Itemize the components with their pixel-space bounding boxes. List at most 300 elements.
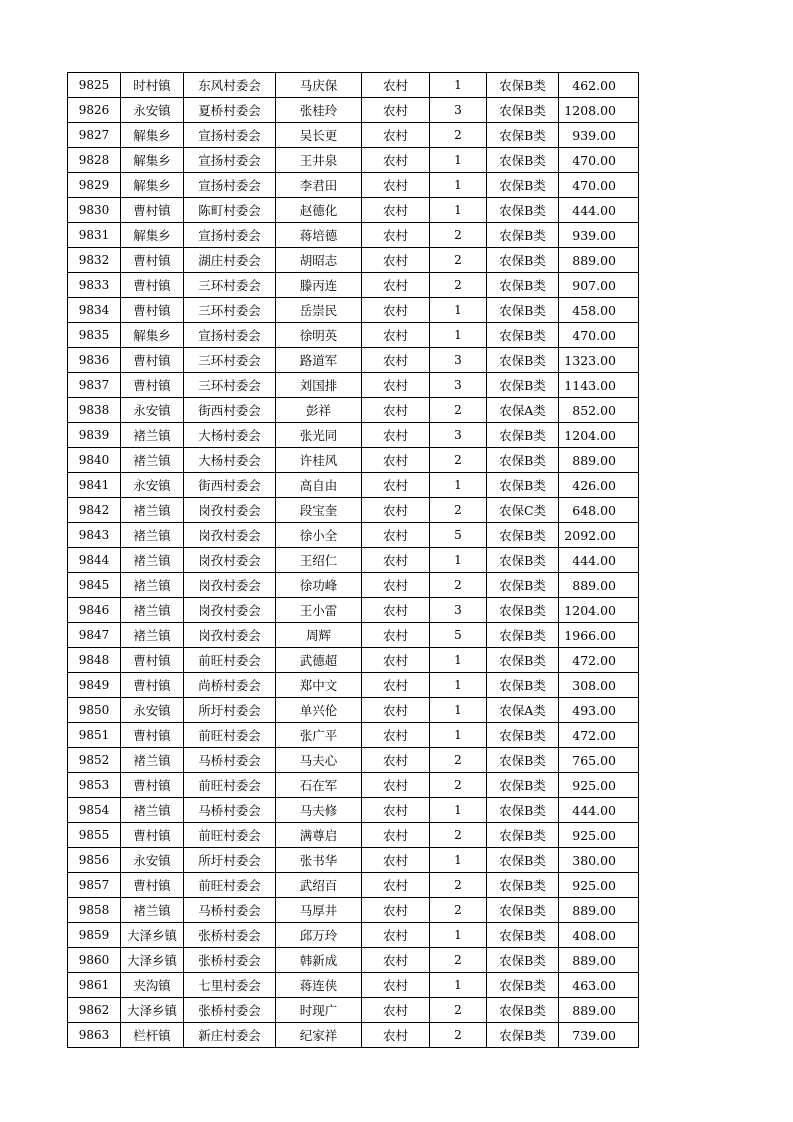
person-name-cell: 张光同: [276, 423, 362, 448]
table-row: [68, 123, 639, 148]
person-name-cell: 胡昭志: [276, 248, 362, 273]
person-name-cell: 赵德化: [276, 198, 362, 223]
person-name-cell: 蒋培德: [276, 223, 362, 248]
village-committee-cell: 前旺村委会: [184, 823, 276, 848]
member-count-cell: 3: [430, 98, 487, 123]
insurance-category-cell: 农保B类: [487, 898, 559, 923]
member-count-cell: 1: [430, 798, 487, 823]
household-type-cell: 农村: [362, 748, 430, 773]
town-cell: 褚兰镇: [121, 548, 184, 573]
table-row: [68, 673, 639, 698]
amount-cell: 1204.00: [559, 423, 639, 448]
table-row: [68, 248, 639, 273]
person-name-cell: 时现广: [276, 998, 362, 1023]
village-committee-cell: 所圩村委会: [184, 698, 276, 723]
town-cell: 褚兰镇: [121, 598, 184, 623]
village-committee-cell: 岗孜村委会: [184, 498, 276, 523]
table-row: [68, 198, 639, 223]
household-type-cell: 农村: [362, 773, 430, 798]
person-name-cell: 张桂玲: [276, 98, 362, 123]
amount-cell: 907.00: [559, 273, 639, 298]
insurance-category-cell: 农保C类: [487, 498, 559, 523]
insurance-category-cell: 农保B类: [487, 973, 559, 998]
table-row: [68, 648, 639, 673]
village-committee-cell: 宣扬村委会: [184, 223, 276, 248]
person-name-cell: 郑中文: [276, 673, 362, 698]
village-committee-cell: 宣扬村委会: [184, 323, 276, 348]
household-type-cell: 农村: [362, 948, 430, 973]
household-type-cell: 农村: [362, 523, 430, 548]
village-committee-cell: 前旺村委会: [184, 873, 276, 898]
table-row: [68, 448, 639, 473]
village-committee-cell: 岗孜村委会: [184, 623, 276, 648]
amount-cell: 308.00: [559, 673, 639, 698]
insurance-category-cell: 农保B类: [487, 98, 559, 123]
member-count-cell: 2: [430, 123, 487, 148]
table-row: [68, 748, 639, 773]
village-committee-cell: 前旺村委会: [184, 723, 276, 748]
household-type-cell: 农村: [362, 473, 430, 498]
member-count-cell: 2: [430, 573, 487, 598]
amount-cell: 493.00: [559, 698, 639, 723]
table-row: [68, 948, 639, 973]
amount-cell: 444.00: [559, 198, 639, 223]
member-count-cell: 2: [430, 873, 487, 898]
table-row: [68, 723, 639, 748]
table-row: [68, 473, 639, 498]
member-count-cell: 2: [430, 448, 487, 473]
household-type-cell: 农村: [362, 723, 430, 748]
town-cell: 褚兰镇: [121, 498, 184, 523]
household-type-cell: 农村: [362, 873, 430, 898]
insurance-category-cell: 农保B类: [487, 748, 559, 773]
amount-cell: 444.00: [559, 798, 639, 823]
household-type-cell: 农村: [362, 223, 430, 248]
person-name-cell: 王井泉: [276, 148, 362, 173]
table-row: [68, 223, 639, 248]
amount-cell: 2092.00: [559, 523, 639, 548]
member-count-cell: 2: [430, 773, 487, 798]
person-name-cell: 岳崇民: [276, 298, 362, 323]
insurance-category-cell: 农保B类: [487, 723, 559, 748]
town-cell: 大泽乡镇: [121, 948, 184, 973]
town-cell: 夹沟镇: [121, 973, 184, 998]
insurance-category-cell: 农保A类: [487, 698, 559, 723]
village-committee-cell: 三环村委会: [184, 273, 276, 298]
insurance-category-cell: 农保B类: [487, 373, 559, 398]
household-type-cell: 农村: [362, 498, 430, 523]
record-id-cell: 9828: [68, 148, 121, 173]
record-id-cell: 9837: [68, 373, 121, 398]
town-cell: 曹村镇: [121, 873, 184, 898]
town-cell: 永安镇: [121, 848, 184, 873]
record-id-cell: 9853: [68, 773, 121, 798]
village-committee-cell: 岗孜村委会: [184, 598, 276, 623]
member-count-cell: 3: [430, 423, 487, 448]
person-name-cell: 蒋连侠: [276, 973, 362, 998]
village-committee-cell: 宣扬村委会: [184, 148, 276, 173]
insurance-category-cell: 农保B类: [487, 323, 559, 348]
village-committee-cell: 街西村委会: [184, 398, 276, 423]
insurance-category-cell: 农保B类: [487, 223, 559, 248]
table-row: [68, 498, 639, 523]
amount-cell: 939.00: [559, 223, 639, 248]
person-name-cell: 刘国排: [276, 373, 362, 398]
household-type-cell: 农村: [362, 673, 430, 698]
town-cell: 曹村镇: [121, 773, 184, 798]
member-count-cell: 1: [430, 973, 487, 998]
town-cell: 解集乡: [121, 323, 184, 348]
person-name-cell: 吴长更: [276, 123, 362, 148]
household-type-cell: 农村: [362, 448, 430, 473]
table-row: [68, 298, 639, 323]
amount-cell: 458.00: [559, 298, 639, 323]
record-id-cell: 9845: [68, 573, 121, 598]
member-count-cell: 5: [430, 523, 487, 548]
amount-cell: 470.00: [559, 148, 639, 173]
person-name-cell: 路道军: [276, 348, 362, 373]
town-cell: 曹村镇: [121, 723, 184, 748]
member-count-cell: 2: [430, 998, 487, 1023]
amount-cell: 1204.00: [559, 598, 639, 623]
record-id-cell: 9838: [68, 398, 121, 423]
insurance-category-cell: 农保B类: [487, 773, 559, 798]
town-cell: 曹村镇: [121, 273, 184, 298]
insurance-category-cell: 农保B类: [487, 1023, 559, 1048]
record-id-cell: 9832: [68, 248, 121, 273]
household-type-cell: 农村: [362, 248, 430, 273]
insurance-category-cell: 农保B类: [487, 548, 559, 573]
amount-cell: 470.00: [559, 323, 639, 348]
table-row: [68, 773, 639, 798]
table-row: [68, 923, 639, 948]
household-type-cell: 农村: [362, 348, 430, 373]
member-count-cell: 3: [430, 373, 487, 398]
town-cell: 时村镇: [121, 73, 184, 98]
village-committee-cell: 七里村委会: [184, 973, 276, 998]
record-id-cell: 9835: [68, 323, 121, 348]
table-row: [68, 598, 639, 623]
member-count-cell: 3: [430, 348, 487, 373]
household-type-cell: 农村: [362, 798, 430, 823]
record-id-cell: 9840: [68, 448, 121, 473]
member-count-cell: 2: [430, 898, 487, 923]
village-committee-cell: 前旺村委会: [184, 648, 276, 673]
insurance-category-cell: 农保B类: [487, 198, 559, 223]
town-cell: 解集乡: [121, 123, 184, 148]
amount-cell: 426.00: [559, 473, 639, 498]
household-type-cell: 农村: [362, 123, 430, 148]
table-row: [68, 273, 639, 298]
insurance-category-cell: 农保B类: [487, 73, 559, 98]
amount-cell: 889.00: [559, 898, 639, 923]
village-committee-cell: 大杨村委会: [184, 448, 276, 473]
person-name-cell: 徐小全: [276, 523, 362, 548]
record-id-cell: 9846: [68, 598, 121, 623]
member-count-cell: 1: [430, 548, 487, 573]
table-row: [68, 73, 639, 98]
record-id-cell: 9834: [68, 298, 121, 323]
member-count-cell: 2: [430, 948, 487, 973]
table-row: [68, 348, 639, 373]
household-type-cell: 农村: [362, 923, 430, 948]
town-cell: 解集乡: [121, 148, 184, 173]
village-committee-cell: 尚桥村委会: [184, 673, 276, 698]
person-name-cell: 周辉: [276, 623, 362, 648]
member-count-cell: 1: [430, 473, 487, 498]
insurance-category-cell: 农保B类: [487, 523, 559, 548]
person-name-cell: 邱万玲: [276, 923, 362, 948]
insurance-category-cell: 农保B类: [487, 873, 559, 898]
table-row: [68, 423, 639, 448]
person-name-cell: 单兴伦: [276, 698, 362, 723]
town-cell: 永安镇: [121, 698, 184, 723]
records-table-body: [68, 73, 639, 1048]
village-committee-cell: 张桥村委会: [184, 998, 276, 1023]
village-committee-cell: 宣扬村委会: [184, 173, 276, 198]
household-type-cell: 农村: [362, 373, 430, 398]
record-id-cell: 9848: [68, 648, 121, 673]
record-id-cell: 9847: [68, 623, 121, 648]
person-name-cell: 纪家祥: [276, 1023, 362, 1048]
village-committee-cell: 马桥村委会: [184, 898, 276, 923]
household-type-cell: 农村: [362, 898, 430, 923]
table-row: [68, 898, 639, 923]
amount-cell: 925.00: [559, 873, 639, 898]
insurance-category-cell: 农保B类: [487, 673, 559, 698]
insurance-category-cell: 农保B类: [487, 998, 559, 1023]
household-type-cell: 农村: [362, 273, 430, 298]
record-id-cell: 9829: [68, 173, 121, 198]
record-id-cell: 9857: [68, 873, 121, 898]
table-row: [68, 998, 639, 1023]
amount-cell: 889.00: [559, 998, 639, 1023]
amount-cell: 939.00: [559, 123, 639, 148]
amount-cell: 889.00: [559, 948, 639, 973]
household-type-cell: 农村: [362, 698, 430, 723]
village-committee-cell: 三环村委会: [184, 348, 276, 373]
household-type-cell: 农村: [362, 398, 430, 423]
record-id-cell: 9862: [68, 998, 121, 1023]
amount-cell: 462.00: [559, 73, 639, 98]
record-id-cell: 9826: [68, 98, 121, 123]
member-count-cell: 1: [430, 848, 487, 873]
member-count-cell: 1: [430, 923, 487, 948]
record-id-cell: 9827: [68, 123, 121, 148]
person-name-cell: 韩新成: [276, 948, 362, 973]
village-committee-cell: 岗孜村委会: [184, 523, 276, 548]
town-cell: 曹村镇: [121, 373, 184, 398]
member-count-cell: 1: [430, 73, 487, 98]
amount-cell: 765.00: [559, 748, 639, 773]
village-committee-cell: 所圩村委会: [184, 848, 276, 873]
member-count-cell: 2: [430, 823, 487, 848]
town-cell: 褚兰镇: [121, 798, 184, 823]
table-row: [68, 623, 639, 648]
amount-cell: 925.00: [559, 773, 639, 798]
village-committee-cell: 前旺村委会: [184, 773, 276, 798]
member-count-cell: 1: [430, 173, 487, 198]
table-row: [68, 823, 639, 848]
village-committee-cell: 岗孜村委会: [184, 573, 276, 598]
table-row: [68, 848, 639, 873]
village-committee-cell: 宣扬村委会: [184, 123, 276, 148]
record-id-cell: 9830: [68, 198, 121, 223]
amount-cell: 648.00: [559, 498, 639, 523]
insurance-category-cell: 农保B类: [487, 173, 559, 198]
town-cell: 褚兰镇: [121, 448, 184, 473]
amount-cell: 889.00: [559, 573, 639, 598]
person-name-cell: 许桂风: [276, 448, 362, 473]
table-row: [68, 548, 639, 573]
person-name-cell: 武绍百: [276, 873, 362, 898]
record-id-cell: 9851: [68, 723, 121, 748]
town-cell: 褚兰镇: [121, 748, 184, 773]
town-cell: 褚兰镇: [121, 523, 184, 548]
household-type-cell: 农村: [362, 73, 430, 98]
village-committee-cell: 街西村委会: [184, 473, 276, 498]
household-type-cell: 农村: [362, 623, 430, 648]
town-cell: 永安镇: [121, 98, 184, 123]
town-cell: 褚兰镇: [121, 623, 184, 648]
member-count-cell: 2: [430, 398, 487, 423]
person-name-cell: 马庆保: [276, 73, 362, 98]
table-row: [68, 798, 639, 823]
village-committee-cell: 马桥村委会: [184, 798, 276, 823]
record-id-cell: 9855: [68, 823, 121, 848]
record-id-cell: 9863: [68, 1023, 121, 1048]
village-committee-cell: 大杨村委会: [184, 423, 276, 448]
insurance-category-cell: 农保B类: [487, 423, 559, 448]
member-count-cell: 1: [430, 323, 487, 348]
insurance-category-cell: 农保B类: [487, 298, 559, 323]
village-committee-cell: 陈町村委会: [184, 198, 276, 223]
household-type-cell: 农村: [362, 98, 430, 123]
table-row: [68, 573, 639, 598]
household-type-cell: 农村: [362, 823, 430, 848]
table-row: [68, 973, 639, 998]
record-id-cell: 9852: [68, 748, 121, 773]
records-table: [67, 72, 639, 1048]
member-count-cell: 1: [430, 723, 487, 748]
person-name-cell: 彭祥: [276, 398, 362, 423]
household-type-cell: 农村: [362, 198, 430, 223]
insurance-category-cell: 农保B类: [487, 248, 559, 273]
village-committee-cell: 三环村委会: [184, 373, 276, 398]
amount-cell: 1208.00: [559, 98, 639, 123]
table-row: [68, 523, 639, 548]
person-name-cell: 张书华: [276, 848, 362, 873]
household-type-cell: 农村: [362, 648, 430, 673]
village-committee-cell: 夏桥村委会: [184, 98, 276, 123]
amount-cell: 408.00: [559, 923, 639, 948]
amount-cell: 380.00: [559, 848, 639, 873]
person-name-cell: 王小雷: [276, 598, 362, 623]
amount-cell: 1323.00: [559, 348, 639, 373]
person-name-cell: 马夫心: [276, 748, 362, 773]
member-count-cell: 3: [430, 598, 487, 623]
household-type-cell: 农村: [362, 148, 430, 173]
town-cell: 曹村镇: [121, 648, 184, 673]
insurance-category-cell: 农保B类: [487, 798, 559, 823]
household-type-cell: 农村: [362, 998, 430, 1023]
insurance-category-cell: 农保B类: [487, 473, 559, 498]
record-id-cell: 9836: [68, 348, 121, 373]
village-committee-cell: 张桥村委会: [184, 948, 276, 973]
record-id-cell: 9825: [68, 73, 121, 98]
member-count-cell: 2: [430, 498, 487, 523]
town-cell: 曹村镇: [121, 248, 184, 273]
member-count-cell: 1: [430, 148, 487, 173]
record-id-cell: 9854: [68, 798, 121, 823]
insurance-category-cell: 农保A类: [487, 398, 559, 423]
record-id-cell: 9850: [68, 698, 121, 723]
record-id-cell: 9831: [68, 223, 121, 248]
table-row: [68, 398, 639, 423]
household-type-cell: 农村: [362, 1023, 430, 1048]
record-id-cell: 9842: [68, 498, 121, 523]
member-count-cell: 1: [430, 673, 487, 698]
member-count-cell: 1: [430, 198, 487, 223]
amount-cell: 739.00: [559, 1023, 639, 1048]
person-name-cell: 徐明英: [276, 323, 362, 348]
insurance-category-cell: 农保B类: [487, 148, 559, 173]
record-id-cell: 9859: [68, 923, 121, 948]
member-count-cell: 5: [430, 623, 487, 648]
person-name-cell: 王绍仁: [276, 548, 362, 573]
table-row: [68, 698, 639, 723]
insurance-category-cell: 农保B类: [487, 648, 559, 673]
amount-cell: 444.00: [559, 548, 639, 573]
amount-cell: 472.00: [559, 648, 639, 673]
amount-cell: 472.00: [559, 723, 639, 748]
person-name-cell: 段宝奎: [276, 498, 362, 523]
person-name-cell: 滕丙连: [276, 273, 362, 298]
insurance-category-cell: 农保B类: [487, 348, 559, 373]
record-id-cell: 9856: [68, 848, 121, 873]
town-cell: 曹村镇: [121, 673, 184, 698]
table-row: [68, 98, 639, 123]
household-type-cell: 农村: [362, 298, 430, 323]
insurance-category-cell: 农保B类: [487, 948, 559, 973]
town-cell: 曹村镇: [121, 298, 184, 323]
household-type-cell: 农村: [362, 173, 430, 198]
insurance-category-cell: 农保B类: [487, 848, 559, 873]
insurance-category-cell: 农保B类: [487, 823, 559, 848]
member-count-cell: 2: [430, 248, 487, 273]
member-count-cell: 1: [430, 298, 487, 323]
insurance-category-cell: 农保B类: [487, 123, 559, 148]
town-cell: 褚兰镇: [121, 573, 184, 598]
insurance-category-cell: 农保B类: [487, 923, 559, 948]
person-name-cell: 张广平: [276, 723, 362, 748]
person-name-cell: 石在军: [276, 773, 362, 798]
insurance-category-cell: 农保B类: [487, 273, 559, 298]
amount-cell: 463.00: [559, 973, 639, 998]
town-cell: 大泽乡镇: [121, 923, 184, 948]
amount-cell: 889.00: [559, 248, 639, 273]
amount-cell: 470.00: [559, 173, 639, 198]
member-count-cell: 1: [430, 648, 487, 673]
member-count-cell: 2: [430, 273, 487, 298]
town-cell: 栏杆镇: [121, 1023, 184, 1048]
member-count-cell: 2: [430, 1023, 487, 1048]
table-row: [68, 873, 639, 898]
town-cell: 永安镇: [121, 398, 184, 423]
amount-cell: 1966.00: [559, 623, 639, 648]
town-cell: 曹村镇: [121, 348, 184, 373]
table-row: [68, 148, 639, 173]
